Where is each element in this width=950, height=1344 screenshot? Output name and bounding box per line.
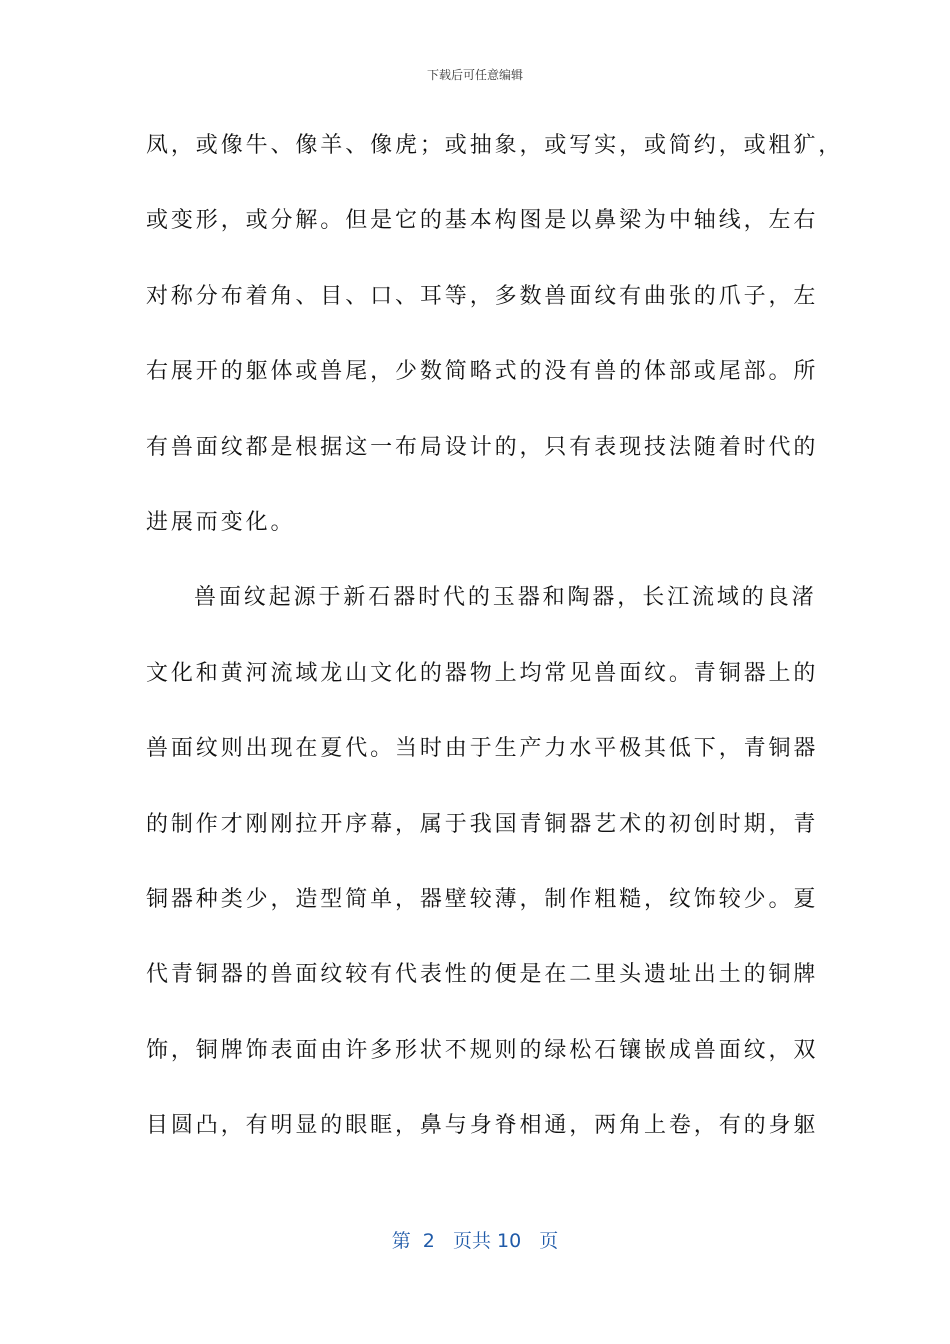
text-line: 有兽面纹都是根据这一布局设计的，只有表现技法随着时代的	[146, 434, 819, 460]
text-line: 凤，或像牛、像羊、像虎；或抽象，或写实，或简约，或粗犷，	[146, 133, 844, 158]
header-note: 下载后可任意编辑	[426, 68, 523, 82]
text-line: 或变形，或分解。但是它的基本构图是以鼻梁为中轴线，左右	[146, 208, 819, 234]
text-line: 对称分布着角、目、口、耳等，多数兽面纹有曲张的爪子，左	[146, 283, 819, 309]
text-line: 文化和黄河流域龙山文化的器物上均常见兽面纹。青铜器上的	[146, 660, 819, 686]
body-text	[146, 127, 844, 1182]
text-line: 铜器种类少，造型简单，器壁较薄，制作粗糙，纹饰较少。夏	[146, 886, 819, 912]
page-number-footer: 第 2 页共 10 页	[391, 1230, 559, 1252]
text-line: 代青铜器的兽面纹较有代表性的便是在二里头遗址出土的铜牌	[146, 962, 819, 988]
text-line: 的制作才刚刚拉开序幕，属于我国青铜器艺术的初创时期，青	[146, 811, 819, 837]
text-line: 兽面纹则出现在夏代。当时由于生产力水平极其低下，青铜器	[146, 736, 819, 762]
text-line: 目圆凸，有明显的眼眶，鼻与身脊相通，两角上卷，有的身躯	[146, 1113, 819, 1139]
text-line: 饰，铜牌饰表面由许多形状不规则的绿松石镶嵌成兽面纹，双	[146, 1037, 819, 1063]
text-line: 进展而变化。	[146, 509, 296, 535]
text-line: 右展开的躯体或兽尾，少数简略式的没有兽的体部或尾部。所	[146, 359, 819, 385]
text-line-indented: 兽面纹起源于新石器时代的玉器和陶器，长江流域的良渚	[194, 585, 817, 611]
